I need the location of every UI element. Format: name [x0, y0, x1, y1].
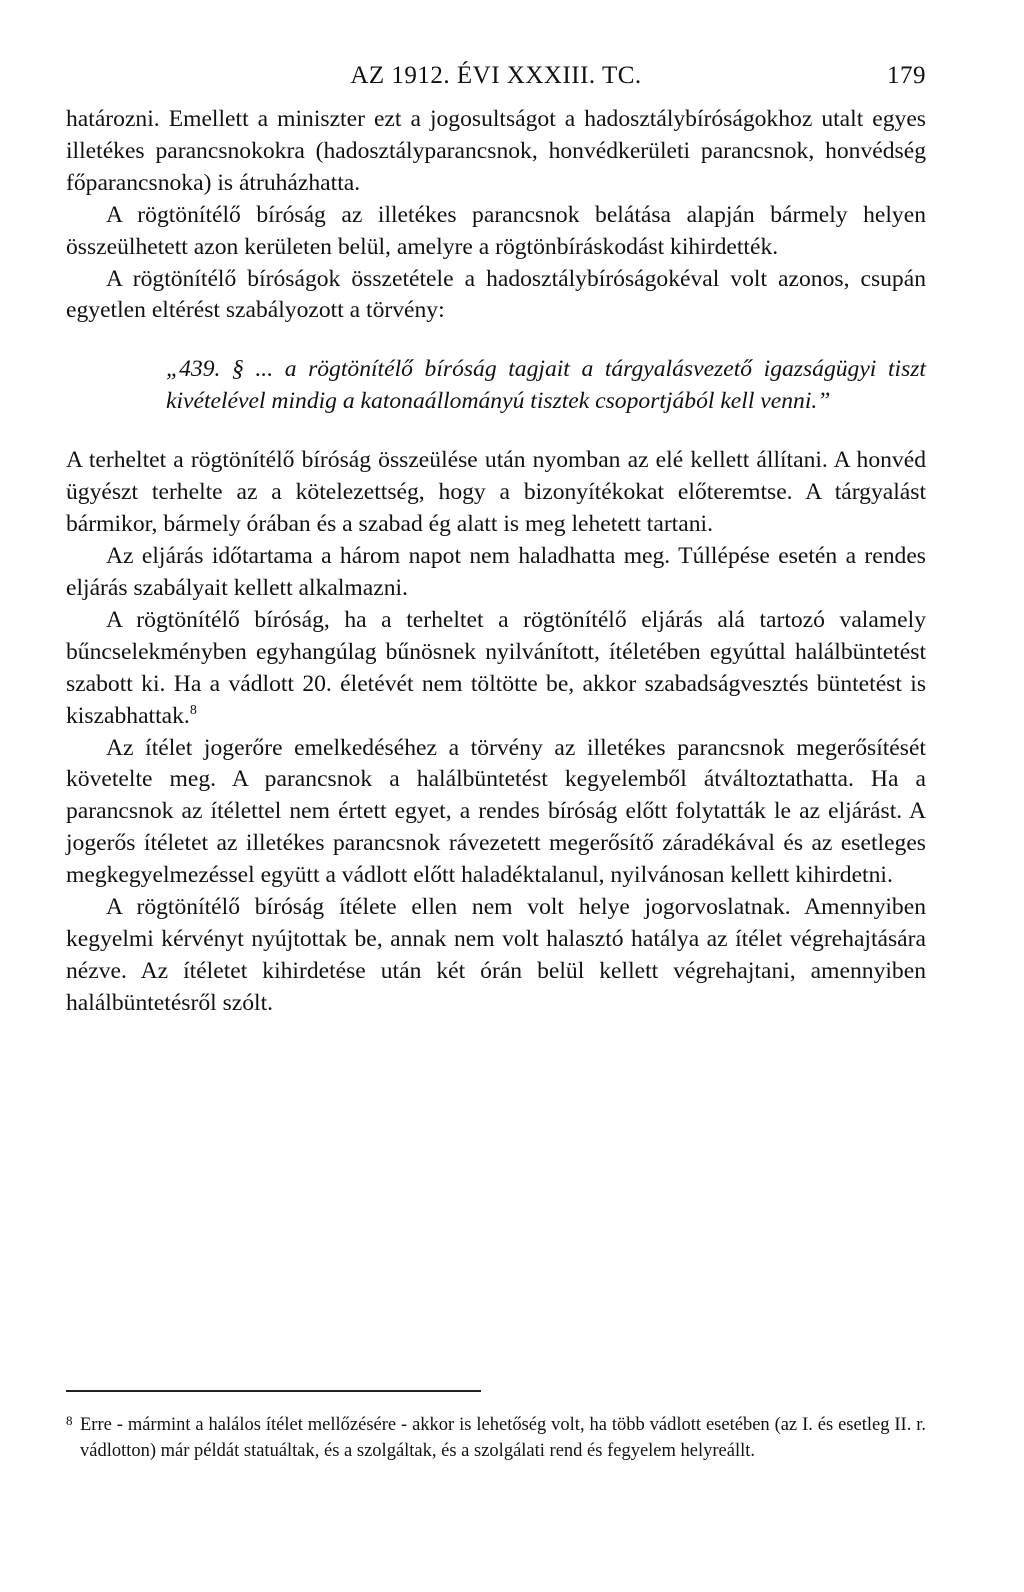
paragraph: A rögtönítélő bíróságok összetétele a hadosztálybíróságokéval volt azonos, csupán egyetlen eltérést szabályozott a törvény: [66, 265, 926, 324]
paragraph: Az eljárás időtartama a három napot nem haladhatta meg. Túllépése esetén a rendes eljárás szabályait kellett alkalmazni. [66, 543, 926, 601]
page-header [66, 62, 926, 104]
footnote-reference[interactable]: 8 [189, 702, 197, 718]
body-text [66, 104, 926, 1020]
page-number: 179 [887, 62, 926, 89]
footnote-area [66, 1390, 926, 1464]
footnote-text: Erre - mármint a halálos ítélet mellőzésére - akkor is lehetőség volt, ha több vádlott esetében (az I. és esetleg II. r. vádlotton) már példát statuáltak, és a szolgáltak, és a szolgálati rend és fegyelem helyreállt. [80, 1415, 926, 1461]
book-page [66, 62, 926, 1020]
running-title: AZ 1912. ÉVI XXXIII. TC. [350, 62, 642, 89]
footnote [66, 1412, 926, 1464]
paragraph [66, 605, 926, 733]
paragraph: A terheltet a rögtönítélő bíróság összeülése után nyomban az elé kellett állítani. A honvéd ügyészt terhelte az a kötelezettség, hogy a bizonyítékokat előteremtse. A tárgyalást bármikor, bármely órában és a szabad ég alatt is meg lehetett tartani. [66, 447, 926, 538]
paragraph: Az ítélet jogerőre emelkedéséhez a törvény az illetékes parancsnok megerősítését követelte meg. A parancsnok a halálbüntetést kegyelemből átváltoztathatta. Ha a parancsnok az ítélettel nem értett egyet, a rendes bíróság előtt folytatták le az eljárást. A jogerős ítéletet az illetékes parancsnok rávezetett megerősítő záradékával és az esetleges megkegyelmezéssel együtt a vádlott előtt haladéktalanul, nyilvánosan kellett kihirdetni. [66, 734, 926, 889]
law-quote: „439. § ... a rögtönítélő bíróság tagjait a tárgyalásvezető igazságügyi tiszt kivételével mindig a katonaállományú tisztek csoportjából kell venni.” [166, 356, 926, 415]
footnote-divider [66, 1390, 481, 1392]
footnote-mark: 8 [66, 1413, 73, 1428]
paragraph-text: A rögtönítélő bíróság, ha a terheltet a rögtönítélő eljárás alá tartozó valamely bűncselekményben egyhangúlag bűnösnek nyilvánított, ítéletében egyúttal halálbüntetést szabott ki. Ha a vádlott 20. életévét nem töltötte be, akkor szabadságvesztés büntetést is kiszabhattak. [66, 606, 926, 729]
paragraph: A rögtönítélő bíróság ítélete ellen nem volt helye jogorvoslatnak. Amennyiben kegyelmi kérvényt nyújtottak be, annak nem volt halasztó hatálya az ítélet végrehajtására nézve. Az ítéletet kihirdetése után két órán belül kellett végrehajtani, amennyiben halálbüntetésről szólt. [66, 894, 926, 1016]
paragraph: határozni. Emellett a miniszter ezt a jogosultságot a hadosztálybíróságokhoz utalt egyes illetékes parancsnokokra (hadosztályparancsnok, honvédkerületi parancsnok, honvédség főparancsnoka) is átruházhatta. [66, 106, 926, 196]
paragraph: A rögtönítélő bíróság az illetékes parancsnok belátása alapján bármely helyen összeülhetett azon kerületen belül, amelyre a rögtönbíráskodást kihirdették. [66, 201, 926, 260]
